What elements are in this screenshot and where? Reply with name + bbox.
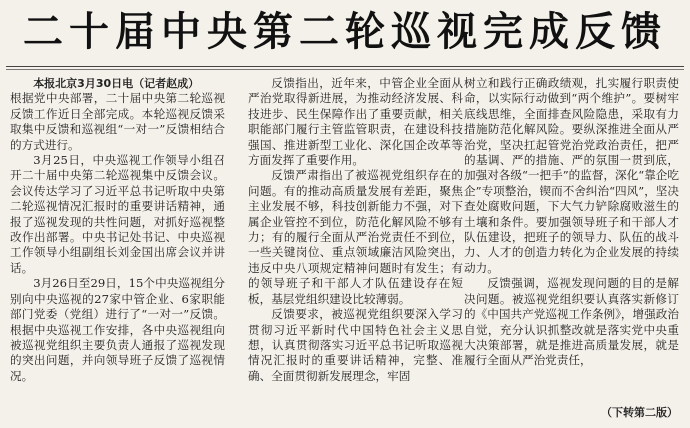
paragraph: 3月25日，中央巡视工作领导小组召开二十届中央第二轮巡视集中反馈会议。会议传达学习了习近平总书记听取中央第二轮巡视情况汇报时的重要讲话精神，通报了巡视发现的共性问题，对抓好巡视整改作出部署。中央书记处书记、中央巡视工作领导小组副组长刘金国出席会议并讲话。 bbox=[10, 153, 225, 275]
paragraph: 3月26日至29日，15个中央巡视组分别向中央巡视的27家中管企业、6家职能部门党委（党组）进行了“一对一”反馈。根据中央巡视工作安排，各中央巡视组向被巡视党组织主要负责人通报了巡视发现的突出问题，并向领导班子反馈了巡视情况。 bbox=[10, 276, 225, 383]
headline: 二十届中央第二轮巡视完成反馈 bbox=[23, 9, 667, 55]
paragraph: 反馈强调，巡视发现问题的目的是解决问题。被巡视党组织要认真落实新修订的《中国共产党巡视工作条例》，增强政治自觉，充分认识抓整改就是落实党中央重大决策部署，就是推进高质量发展，就是履行全面从严治党责任， bbox=[464, 276, 679, 368]
byline: 本报北京3月30日电（记者赵成） bbox=[33, 77, 200, 90]
paragraph: 根据党中央部署，二十届中央第二轮巡视反馈工作近日全部完成。本轮巡视反馈采取集中反馈和巡视组“一对一”反馈相结合的方式进行。 bbox=[10, 91, 225, 152]
divider bbox=[6, 69, 684, 70]
paragraph bbox=[10, 76, 225, 91]
paragraph: 反馈指出，近年来，中管企业全面从严治党取得新进展，为推动经济发展、科技进步、民生保障作出了重要贡献，相关职能部门履行主管监管职责，在建设科技强国、推进新型工业化、深化国企改革等方面发挥了重要作用。 bbox=[248, 76, 463, 168]
article-column-1 bbox=[10, 76, 225, 384]
paragraph: 反馈要求，被巡视党组织要深入学习贯彻习近平新时代中国特色社会主义思想，认真贯彻落实习近平总书记听取巡视情况汇报时的重要讲话精神，完整、准确、全面贯彻新发展理念，牢固 bbox=[248, 307, 463, 383]
continued-notice: （下转第二版） bbox=[601, 406, 678, 419]
article-column-3 bbox=[464, 76, 679, 369]
paragraph: 树立和践行正确政绩观，扎实履行职责使命，以实际行动做到“两个维护”。要树牢底线思维，全面排查风险隐患，采取有力措施防范化解风险。要纵深推进全面从严治党，坚决扛起管党治党政治责任，把严的基调、严的措施、严的氛围一贯到底，加强对各级“一把手”的监督，深化“靠企吃企”专项整治，锲而不舍纠治“四风”，坚决查处腐败问题，下大气力铲除腐败滋生的土壤和条件。要加强领导班子和干部人才队伍建设，把班子的领导力、队伍的战斗力、人才的创造力转化为企业发展的持续动力。 bbox=[464, 76, 679, 275]
paragraph: 反馈严肃指出了被巡视党组织存在的问题。有的推动高质量发展有差距，聚焦主业发展不够，科技创新能力不强，对下属企业管控不到位，防范化解风险不够有力；有的履行全面从严治党责任不到位，一些关键岗位、重点领域廉洁风险突出，违反中央八项规定精神问题时有发生；有的领导班子和干部人才队伍建设存在短板，基层党组织建设比较薄弱。 bbox=[248, 168, 463, 306]
article-column-2 bbox=[248, 76, 463, 384]
divider bbox=[6, 66, 684, 67]
